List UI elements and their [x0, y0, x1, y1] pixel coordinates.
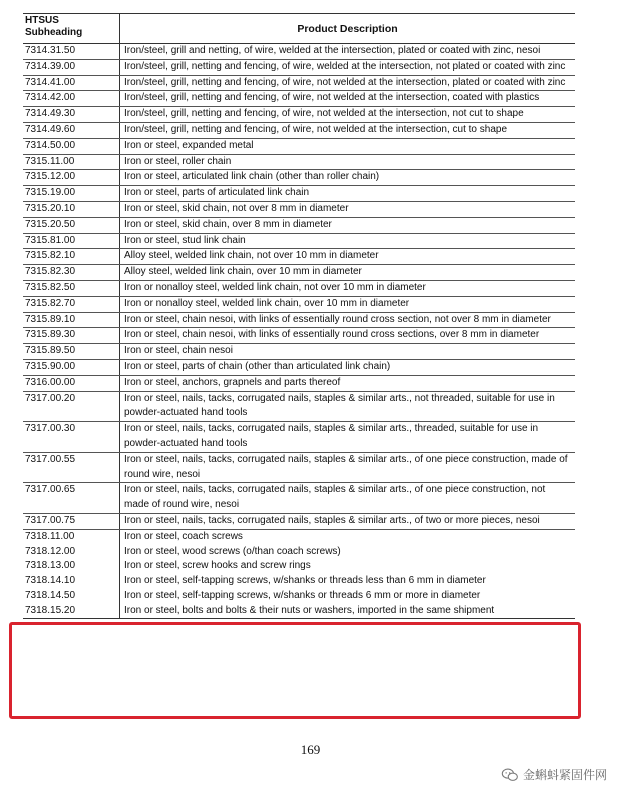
page-number: 169	[300, 742, 321, 757]
product-description: Iron or steel, nails, tacks, corrugated nails, staples & similar arts., of two or more pieces, nesoi	[124, 514, 540, 526]
table-row	[23, 170, 575, 186]
hts-code: 7314.49.60	[23, 123, 120, 138]
table-row	[23, 574, 575, 589]
product-description: Iron or steel, expanded metal	[124, 139, 254, 151]
hts-code: 7317.00.75	[23, 514, 120, 529]
table-row	[23, 44, 575, 60]
table-row	[23, 60, 575, 76]
hts-code: 7315.82.50	[23, 281, 120, 296]
product-description: Iron or nonalloy steel, welded link chain, not over 10 mm in diameter	[124, 281, 426, 293]
table-row	[23, 281, 575, 297]
hts-code: 7316.00.00	[23, 376, 120, 391]
product-description: Iron or steel, skid chain, over 8 mm in diameter	[124, 218, 332, 230]
product-description: Iron or steel, wood screws (o/than coach screws)	[124, 545, 341, 557]
hts-code: 7315.12.00	[23, 170, 120, 185]
product-description: Iron or steel, self-tapping screws, w/shanks or threads 6 mm or more in diameter	[124, 589, 481, 601]
table-row	[23, 376, 575, 392]
hts-code: 7318.15.20	[23, 604, 120, 619]
product-description: Iron/steel, grill, netting and fencing, of wire, not welded at the intersection, not cut to shape	[124, 108, 524, 120]
table-row	[23, 234, 575, 250]
watermark-text: 金蝌蚪紧固件网	[522, 768, 607, 782]
table-header	[23, 14, 575, 44]
hts-code: 7318.14.10	[23, 574, 120, 589]
product-description: Iron/steel, grill, netting and fencing, of wire, not welded at the intersection, plated or coated with zinc	[124, 76, 566, 88]
product-description: Iron or steel, articulated link chain (other than roller chain)	[124, 171, 380, 183]
product-description: Iron/steel, grill, netting and fencing, of wire, welded at the intersection, not plated or coated with zinc	[124, 60, 566, 72]
header-product-description: Product Description	[297, 22, 398, 35]
hts-code: 7318.14.50	[23, 589, 120, 604]
table-row	[23, 313, 575, 329]
hts-code: 7315.89.50	[23, 344, 120, 359]
table-row	[23, 265, 575, 281]
table-row	[23, 91, 575, 107]
product-description: Iron or steel, chain nesoi, with links of essentially round cross section, not over 8 mm in diameter	[124, 313, 551, 325]
table-row	[23, 123, 575, 139]
hts-code: 7315.89.30	[23, 328, 120, 343]
table-row	[23, 392, 575, 423]
hts-code: 7315.82.30	[23, 265, 120, 280]
header-subheading: HTSUS Subheading	[23, 14, 120, 43]
hts-code: 7317.00.65	[23, 483, 120, 513]
product-description: Iron or steel, chain nesoi, with links of essentially round cross sections, over 8 mm in diameter	[124, 329, 540, 341]
product-description: Iron or steel, parts of chain (other than articulated link chain)	[124, 360, 391, 372]
product-description: Iron or steel, roller chain	[124, 155, 232, 167]
highlight-box	[9, 622, 581, 719]
table-row	[23, 297, 575, 313]
product-description: Iron or steel, parts of articulated link chain	[124, 187, 310, 199]
hts-code: 7315.90.00	[23, 360, 120, 375]
product-description: Iron or steel, anchors, grapnels and parts thereof	[124, 376, 341, 388]
product-description: Iron or nonalloy steel, welded link chain, over 10 mm in diameter	[124, 297, 410, 309]
table-row	[23, 483, 575, 514]
hts-code: 7318.11.00	[23, 530, 120, 545]
hts-code: 7314.42.00	[23, 91, 120, 106]
product-description: Iron or steel, screw hooks and screw rings	[124, 560, 311, 572]
table-row	[23, 422, 575, 453]
table-row	[23, 139, 575, 155]
product-description: Iron or steel, nails, tacks, corrugated nails, staples & similar arts., of one piece construction, not made of round wire, nesoi	[124, 484, 546, 511]
hts-code: 7314.39.00	[23, 60, 120, 75]
hts-code: 7315.82.70	[23, 297, 120, 312]
hts-code: 7314.50.00	[23, 139, 120, 154]
hts-code: 7314.41.00	[23, 76, 120, 91]
product-description: Iron or steel, bolts and bolts & their nuts or washers, imported in the same shipment	[124, 604, 495, 616]
product-description: Alloy steel, welded link chain, not over 10 mm in diameter	[124, 250, 379, 262]
table-row	[23, 545, 575, 560]
table-row	[23, 186, 575, 202]
product-description: Iron/steel, grill, netting and fencing, of wire, not welded at the intersection, coated with plastics	[124, 92, 540, 104]
table-row	[23, 344, 575, 360]
hts-code: 7318.12.00	[23, 545, 120, 560]
product-description: Iron/steel, grill, netting and fencing, of wire, not welded at the intersection, cut to shape	[124, 123, 508, 135]
table-row	[23, 604, 575, 619]
hts-code: 7315.11.00	[23, 155, 120, 170]
hts-code: 7315.19.00	[23, 186, 120, 201]
product-description: Iron or steel, self-tapping screws, w/shanks or threads less than 6 mm in diameter	[124, 575, 486, 587]
product-description: Iron or steel, coach screws	[124, 530, 243, 542]
table-row	[23, 559, 575, 574]
table-row	[23, 107, 575, 123]
table-row	[23, 514, 575, 530]
table-row	[23, 249, 575, 265]
table-row	[23, 530, 575, 545]
product-description: Alloy steel, welded link chain, over 10 mm in diameter	[124, 266, 362, 278]
hts-code: 7317.00.55	[23, 453, 120, 483]
product-description: Iron/steel, grill and netting, of wire, welded at the intersection, plated or coated with zinc, nesoi	[124, 45, 541, 56]
table-row	[23, 218, 575, 234]
table-row	[23, 360, 575, 376]
hts-code: 7317.00.30	[23, 422, 120, 452]
hts-code: 7315.89.10	[23, 313, 120, 328]
table-row	[23, 76, 575, 92]
table-row	[23, 453, 575, 484]
hts-code: 7315.82.10	[23, 249, 120, 264]
table-row	[23, 155, 575, 171]
table-row	[23, 589, 575, 604]
product-description: Iron or steel, stud link chain	[124, 234, 246, 246]
hts-code: 7314.49.30	[23, 107, 120, 122]
product-description: Iron or steel, chain nesoi	[124, 345, 233, 357]
hts-code: 7318.13.00	[23, 559, 120, 574]
hts-code: 7317.00.20	[23, 392, 120, 422]
table-row	[23, 328, 575, 344]
table-row	[23, 202, 575, 218]
product-description: Iron or steel, nails, tacks, corrugated nails, staples & similar arts., of one piece construction, made of round wire, nesoi	[124, 453, 568, 480]
hts-table	[23, 13, 575, 619]
wechat-icon	[501, 768, 519, 782]
hts-code: 7315.81.00	[23, 234, 120, 249]
product-description: Iron or steel, nails, tacks, corrugated nails, staples & similar arts., threaded, suitable for use in powder-actuated hand tools	[124, 423, 539, 449]
hts-code: 7314.31.50	[23, 44, 120, 59]
hts-code: 7315.20.50	[23, 218, 120, 233]
product-description: Iron or steel, nails, tacks, corrugated nails, staples & similar arts., not threaded, suitable for use in powder-actuated hand tools	[124, 392, 555, 419]
hts-code: 7315.20.10	[23, 202, 120, 217]
watermark	[501, 766, 607, 783]
product-description: Iron or steel, skid chain, not over 8 mm in diameter	[124, 202, 349, 214]
table-body	[23, 44, 575, 618]
